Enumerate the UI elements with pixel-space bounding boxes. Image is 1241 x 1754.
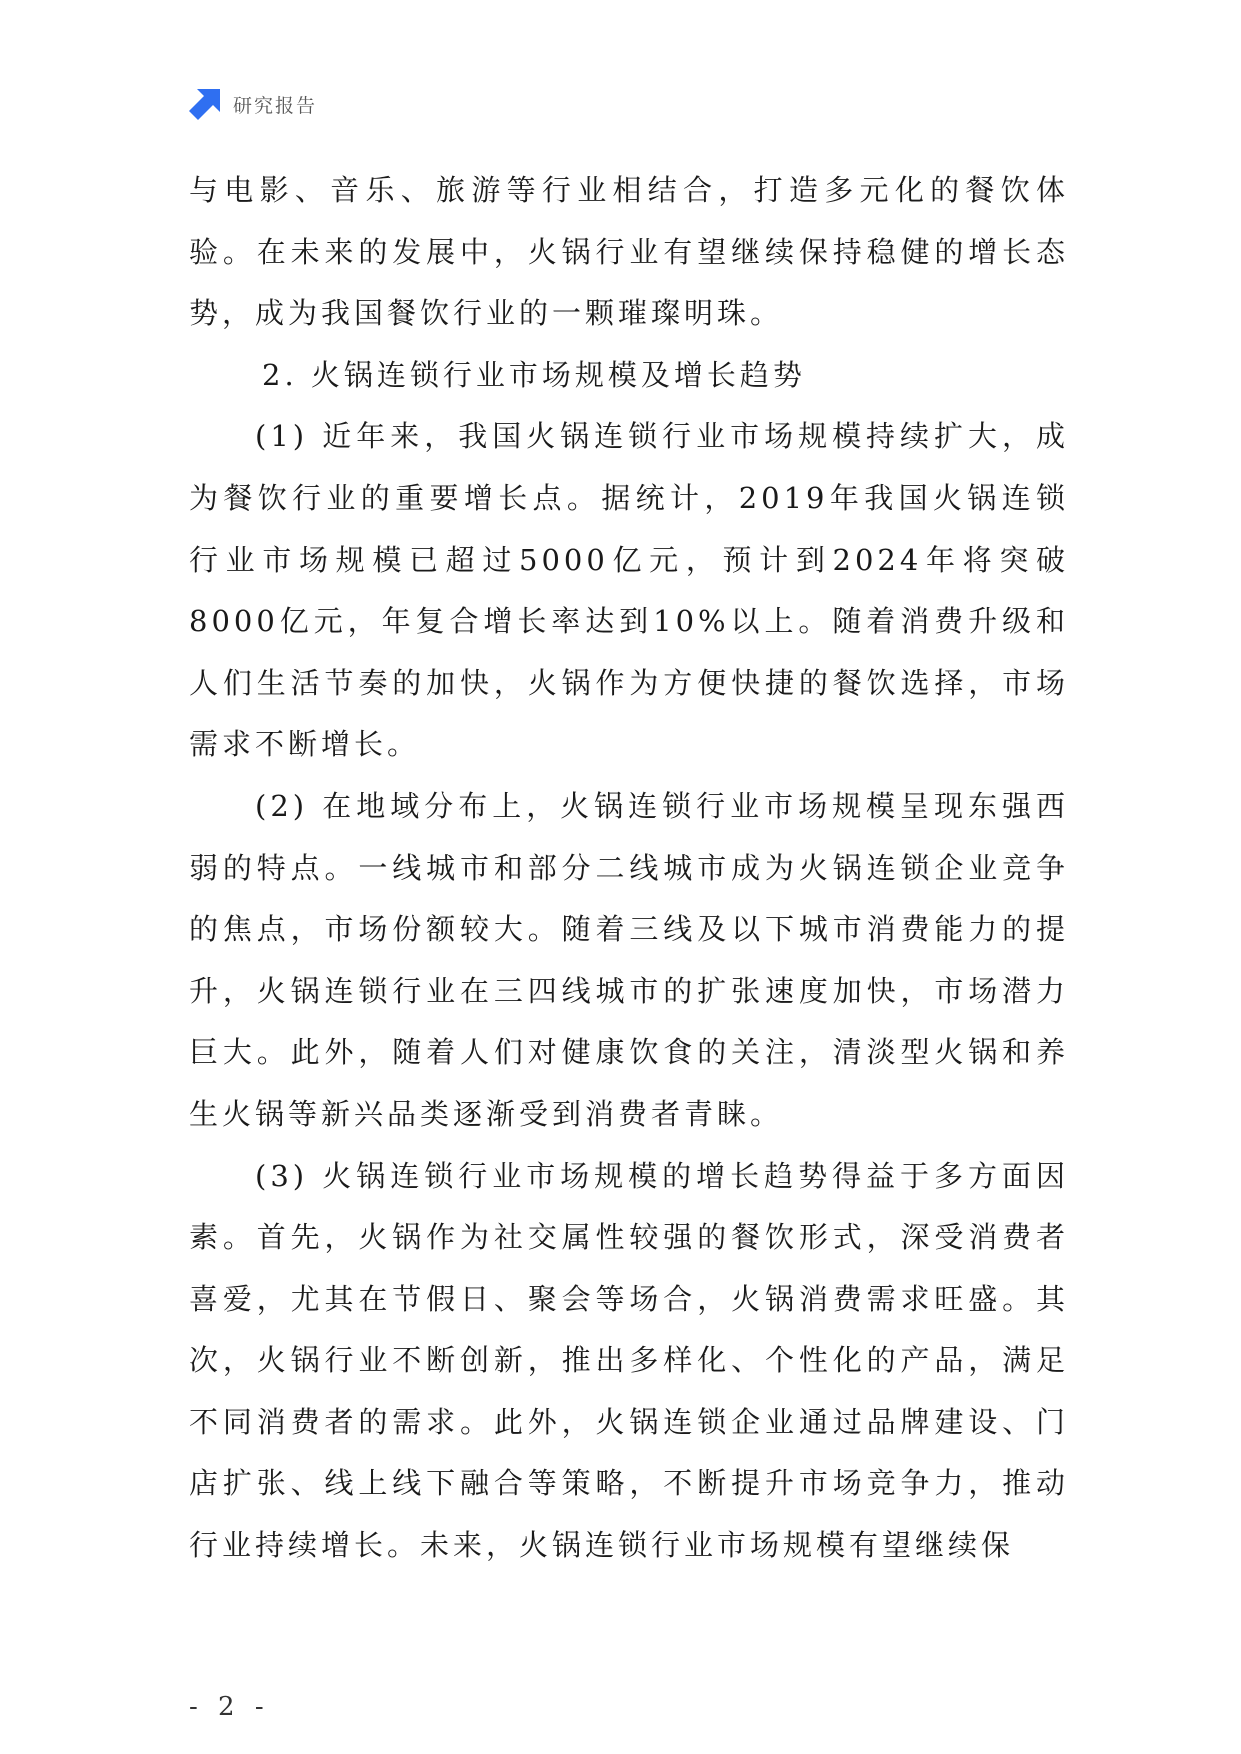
arrow-up-right-icon <box>189 88 221 120</box>
paragraph-3: (3) 火锅连锁行业市场规模的增长趋势得益于多方面因素。首先，火锅作为社交属性较强的餐饮形式，深受消费者喜爱，尤其在节假日、聚会等场合，火锅消费需求旺盛。其次，火锅行业不断创新，推出多样化、个性化的产品，满足不同消费者的需求。此外，火锅连锁企业通过品牌建设、门店扩张、线上线下融合等策略，不断提升市场竞争力，推动行业持续增长。未来，火锅连锁行业市场规模有望继续保 <box>189 1158 1069 1563</box>
header-title: 研究报告 <box>233 94 318 117</box>
paragraph-1: (1) 近年来，我国火锅连锁行业市场规模持续扩大，成为餐饮行业的重要增长点。据统计，2019年我国火锅连锁行业市场规模已超过5000亿元，预计到2024年将突破8000亿元，年复合增长率达到10%以上。随着消费升级和人们生活节奏的加快，火锅作为方便快捷的餐饮选择，市场需求不断增长。 <box>189 419 1069 762</box>
page-number: - 2 - <box>189 1692 270 1722</box>
page-header <box>189 88 317 120</box>
document-body <box>189 160 1069 1577</box>
section-heading: 2. 火锅连锁行业市场规模及增长趋势 <box>262 357 806 392</box>
paragraph-continuation: 与电影、音乐、旅游等行业相结合，打造多元化的餐饮体验。在未来的发展中，火锅行业有望继续保持稳健的增长态势，成为我国餐饮行业的一颗璀璨明珠。 <box>189 173 1069 331</box>
paragraph-2: (2) 在地域分布上，火锅连锁行业市场规模呈现东强西弱的特点。一线城市和部分二线城市成为火锅连锁企业竞争的焦点，市场份额较大。随着三线及以下城市消费能力的提升，火锅连锁行业在三四线城市的扩张速度加快，市场潜力巨大。此外，随着人们对健康饮食的关注，清淡型火锅和养生火锅等新兴品类逐渐受到消费者青睐。 <box>189 788 1069 1131</box>
